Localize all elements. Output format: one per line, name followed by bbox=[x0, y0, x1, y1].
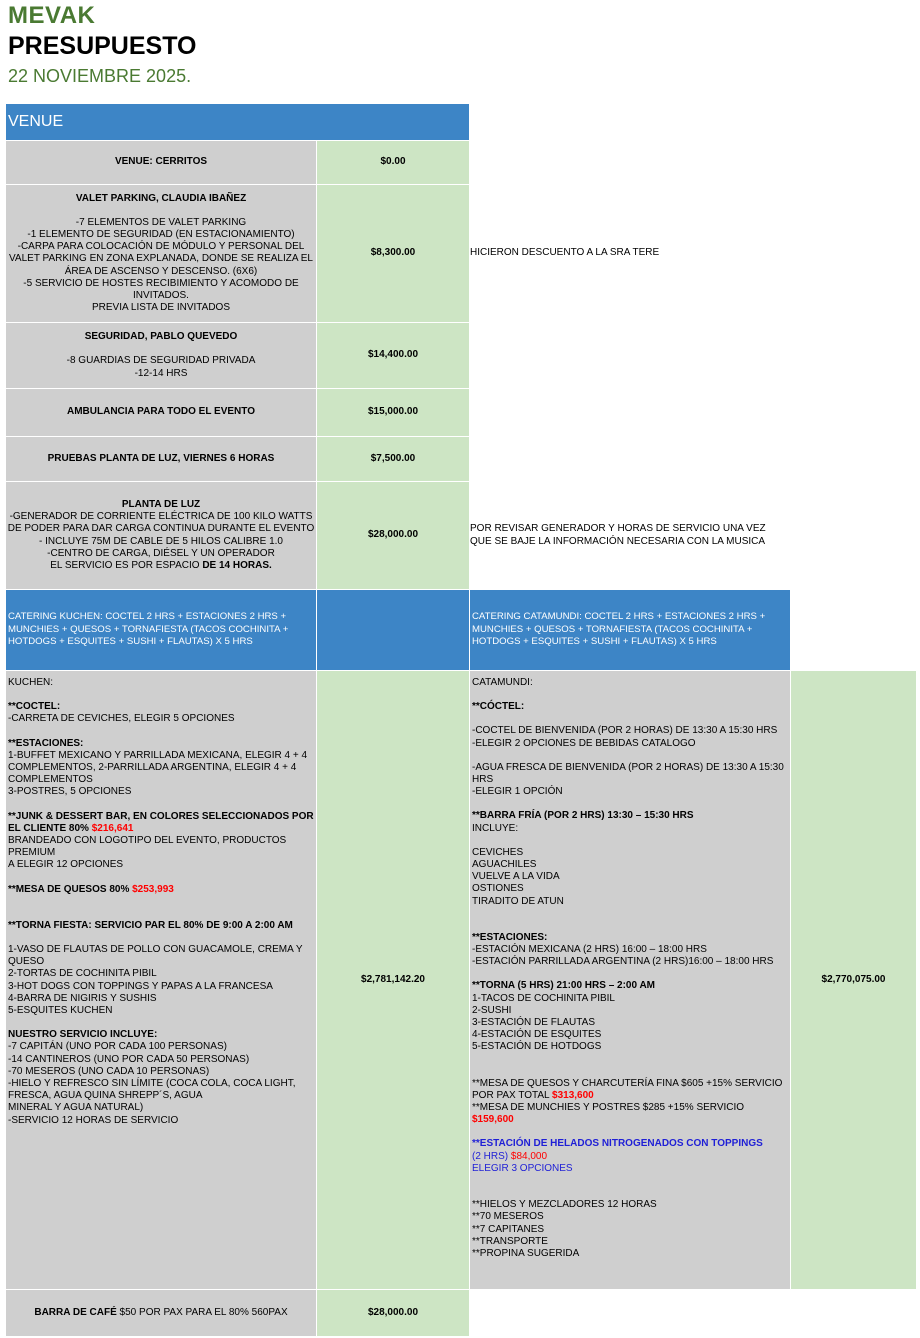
row-detail-line: -CARPA PARA COLOCACIÓN DE MÓDULO Y PERSONAL DEL VALET PARKING EN ZONA EXPLANADA, DONDE SE REALIZA EL ÁREA DE ASCENSO Y DESCENSO. (6X6) bbox=[9, 241, 313, 277]
kuchen-torna-line: 4-BARRA DE NIGIRIS Y SUSHIS bbox=[8, 992, 157, 1004]
catamundi-quesos-price: $313,600 bbox=[552, 1089, 594, 1101]
kuchen-coctel-title: **COCTEL: bbox=[8, 701, 61, 713]
catamundi-extra-item: **70 MESEROS bbox=[472, 1211, 544, 1223]
row-title: AMBULANCIA PARA TODO EL EVENTO bbox=[67, 406, 255, 418]
budget-row-label bbox=[6, 437, 316, 481]
amount-value: $2,770,075.00 bbox=[821, 973, 886, 985]
kuchen-junk-title: **JUNK & DESSERT BAR, EN COLORES SELECCIONADOS POR EL CLIENTE 80% bbox=[8, 810, 314, 834]
catering-catamundi-header bbox=[470, 590, 790, 670]
kuchen-servicio-line: -7 CAPITÁN (UNO POR CADA 100 PERSONAS) bbox=[8, 1041, 227, 1053]
row-title: PRUEBAS PLANTA DE LUZ, VIERNES 6 HORAS bbox=[47, 452, 275, 464]
catamundi-estaciones-line: -ESTACIÓN MEXICANA (2 HRS) 16:00 – 18:00 HRS bbox=[472, 944, 707, 956]
row-detail-line: -5 SERVICIO DE HOSTES RECIBIMIENTO Y ACOMODO DE INVITADOS. bbox=[23, 277, 299, 301]
catamundi-extra-item: **PROPINA SUGERIDA bbox=[472, 1247, 580, 1259]
row-title: VALET PARKING, CLAUDIA IBAÑEZ bbox=[75, 192, 247, 204]
amount-value: $28,000.00 bbox=[367, 1306, 419, 1318]
catamundi-helados-price: $84,000 bbox=[510, 1150, 548, 1162]
kuchen-junk-price: $216,641 bbox=[91, 822, 134, 834]
catamundi-coctel-line: -COCTEL DE BIENVENIDA (POR 2 HORAS) DE 13:30 A 15:30 HRS bbox=[472, 725, 778, 737]
kuchen-intro: KUCHEN: bbox=[8, 677, 54, 688]
catamundi-extra-item: **HIELOS Y MEZCLADORES 12 HORAS bbox=[472, 1199, 657, 1211]
kuchen-servicio-title: NUESTRO SERVICIO INCLUYE: bbox=[8, 1029, 158, 1041]
catamundi-helados-title: **ESTACIÓN DE HELADOS NITROGENADOS CON TOPPINGS bbox=[472, 1138, 763, 1150]
catamundi-helados-hrs: (2 HRS) bbox=[472, 1150, 511, 1162]
catamundi-coctel-line: -ELEGIR 1 OPCIÓN bbox=[472, 786, 563, 798]
catering-kuchen-header bbox=[6, 590, 316, 670]
amount-value: $0.00 bbox=[380, 156, 406, 168]
catamundi-barra-item: TIRADITO DE ATUN bbox=[472, 895, 564, 907]
kuchen-servicio-line: -HIELO Y REFRESCO SIN LÍMITE (COCA COLA, COCA LIGHT, FRESCA, AGUA QUINA SHREPP´S, AGUA bbox=[8, 1078, 296, 1102]
catamundi-torna-line: 5-ESTACIÓN DE HOTDOGS bbox=[472, 1041, 602, 1053]
kuchen-torna-line: 5-ESQUITES KUCHEN bbox=[8, 1005, 113, 1017]
row-detail-line: EL SERVICIO ES POR ESPACIO bbox=[50, 559, 203, 571]
budget-row-label bbox=[6, 482, 316, 589]
row-detail-line: -7 ELEMENTOS DE VALET PARKING bbox=[75, 216, 247, 228]
row-detail-emphasis: DE 14 HORAS. bbox=[202, 559, 272, 571]
catamundi-torna-title: **TORNA (5 HRS) 21:00 HRS – 2:00 AM bbox=[472, 980, 656, 992]
row-detail-line: - INCLUYE 75M DE CABLE DE 5 HILOS CALIBRE 1.0 bbox=[39, 535, 283, 547]
catamundi-extra-item: **TRANSPORTE bbox=[472, 1235, 548, 1247]
kuchen-servicio-line: -14 CANTINEROS (UNO POR CADA 50 PERSONAS) bbox=[8, 1053, 250, 1065]
kuchen-junk-line: A ELEGIR 12 OPCIONES bbox=[8, 859, 124, 871]
budget-row-amount bbox=[317, 389, 469, 436]
amount-value: $14,400.00 bbox=[367, 349, 419, 361]
catamundi-extra-item: **7 CAPITANES bbox=[472, 1223, 545, 1235]
row-detail-line: $50 POR PAX PARA EL 80% 560PAX bbox=[116, 1306, 288, 1318]
row-detail-line: -1 ELEMENTO DE SEGURIDAD (EN ESTACIONAMIENTO) bbox=[27, 228, 295, 240]
page-title: PRESUPUESTO bbox=[8, 32, 197, 60]
row-detail-line: -GENERADOR DE CORRIENTE ELÉCTRICA DE 100 KILO WATTS DE PODER PARA DAR CARGA CONTINUA DURANTE EL EVENTO bbox=[7, 511, 315, 535]
row-detail-line: -12-14 HRS bbox=[134, 367, 188, 379]
catamundi-helados-opciones: ELEGIR 3 OPCIONES bbox=[472, 1162, 573, 1174]
kuchen-estaciones-title: **ESTACIONES: bbox=[8, 737, 84, 749]
note-text: POR REVISAR GENERADOR Y HORAS DE SERVICIO UNA VEZ QUE SE BAJE LA INFORMACIÓN NECESARIA CON LA MUSICA bbox=[470, 523, 766, 547]
amount-value: $8,300.00 bbox=[370, 247, 416, 259]
budget-row-amount bbox=[317, 141, 469, 184]
catamundi-amount bbox=[791, 671, 916, 1289]
row-title: VENUE: CERRITOS bbox=[114, 156, 208, 168]
budget-row-note bbox=[470, 185, 790, 322]
catamundi-torna-line: 2-SUSHI bbox=[472, 1004, 512, 1016]
amount-value: $2,781,142.20 bbox=[361, 973, 425, 985]
catamundi-barra-item: AGUACHILES bbox=[472, 859, 537, 871]
budget-row-label bbox=[6, 323, 316, 388]
kuchen-torna-line: 1-VASO DE FLAUTAS DE POLLO CON GUACAMOLE, CREMA Y QUESO bbox=[8, 944, 303, 968]
budget-row-amount bbox=[317, 437, 469, 481]
budget-row-label bbox=[6, 185, 316, 322]
budget-row-amount bbox=[317, 1290, 469, 1336]
catering-header-text: CATERING KUCHEN: COCTEL 2 HRS + ESTACIONES 2 HRS + MUNCHIES + QUESOS + TORNAFIESTA (TACOS COCHINITA + HOTDOGS + ESQUITES + SUSHI + FLAUTAS) X 5 HRS bbox=[8, 611, 289, 648]
kuchen-coctel-line: -CARRETA DE CEVICHES, ELEGIR 5 OPCIONES bbox=[8, 713, 235, 725]
catamundi-barra-incluye: INCLUYE: bbox=[472, 822, 519, 834]
row-title: BARRA DE CAFÉ bbox=[34, 1306, 117, 1318]
kuchen-servicio-line: MINERAL Y AGUA NATURAL) bbox=[8, 1102, 144, 1114]
catamundi-munchies-text: **MESA DE MUNCHIES Y POSTRES $285 +15% SERVICIO bbox=[472, 1102, 745, 1114]
budget-row-amount bbox=[317, 323, 469, 388]
row-title: SEGURIDAD, PABLO QUEVEDO bbox=[84, 331, 238, 343]
catamundi-coctel-line: -ELEGIR 2 OPCIONES DE BEBIDAS CATALOGO bbox=[472, 737, 696, 749]
amount-value: $28,000.00 bbox=[367, 529, 419, 541]
budget-row-amount bbox=[317, 482, 469, 589]
kuchen-quesos-title: **MESA DE QUESOS 80% bbox=[8, 883, 133, 895]
row-detail-line: PREVIA LISTA DE INVITADOS bbox=[91, 302, 230, 314]
catamundi-torna-line: 1-TACOS DE COCHINITA PIBIL bbox=[472, 992, 615, 1004]
catamundi-estaciones-line: -ESTACIÓN PARRILLADA ARGENTINA (2 HRS)16:00 – 18:00 HRS bbox=[472, 956, 774, 968]
budget-row-label bbox=[6, 141, 316, 184]
catering-header-spacer bbox=[317, 590, 469, 670]
kuchen-quesos-price: $253,993 bbox=[132, 883, 174, 895]
catamundi-barra-item: CEVICHES bbox=[472, 846, 524, 858]
budget-row-note bbox=[470, 482, 790, 589]
catamundi-munchies-price: $159,600 bbox=[472, 1114, 514, 1126]
catamundi-barra-title: **BARRA FRÍA (POR 2 HRS) 13:30 – 15:30 HRS bbox=[472, 810, 694, 822]
kuchen-estaciones-line: 3-POSTRES, 5 OPCIONES bbox=[8, 786, 132, 798]
catamundi-coctel-title: **CÓCTEL: bbox=[472, 701, 525, 713]
catamundi-quesos-text: **MESA DE QUESOS Y CHARCUTERÍA FINA $605 +15% SERVICIO POR PAX TOTAL bbox=[472, 1077, 783, 1101]
kuchen-junk-line: BRANDEADO CON LOGOTIPO DEL EVENTO, PRODUCTOS PREMIUM bbox=[8, 835, 287, 859]
kuchen-servicio-line: -SERVICIO 12 HORAS DE SERVICIO bbox=[8, 1114, 179, 1126]
kuchen-amount bbox=[317, 671, 469, 1289]
catamundi-torna-line: 3-ESTACIÓN DE FLAUTAS bbox=[472, 1017, 595, 1029]
row-detail-line: -8 GUARDIAS DE SEGURIDAD PRIVADA bbox=[66, 355, 256, 367]
venue-section-header bbox=[6, 104, 469, 140]
budget-row-label bbox=[6, 389, 316, 436]
kuchen-torna-line: 2-TORTAS DE COCHINITA PIBIL bbox=[8, 968, 157, 980]
row-detail-line: -CENTRO DE CARGA, DIÉSEL Y UN OPERADOR bbox=[47, 547, 275, 559]
kuchen-servicio-line: -70 MESEROS (UNO CADA 10 PERSONAS) bbox=[8, 1065, 210, 1077]
kuchen-torna-title: **TORNA FIESTA: SERVICIO PAR EL 80% DE 9:00 A 2:00 AM bbox=[8, 919, 293, 931]
catamundi-coctel-line: -AGUA FRESCA DE BIENVENIDA (POR 2 HORAS) DE 13:30 A 15:30 HRS bbox=[472, 761, 784, 786]
amount-value: $7,500.00 bbox=[370, 452, 416, 464]
catamundi-estaciones-title: **ESTACIONES: bbox=[472, 931, 548, 943]
catamundi-barra-item: VUELVE A LA VIDA bbox=[472, 871, 560, 883]
brand-name: MEVAK bbox=[8, 2, 96, 29]
row-title: PLANTA DE LUZ bbox=[121, 498, 201, 510]
catering-header-text: CATERING CATAMUNDI: COCTEL 2 HRS + ESTACIONES 2 HRS + MUNCHIES + QUESOS + TORNAFIESTA (TACOS COCHINITA + HOTDOGS + ESQUITES + SUSHI + FLAUTAS) X 5 HRS bbox=[472, 611, 766, 648]
catamundi-detail bbox=[470, 671, 790, 1289]
catamundi-intro: CATAMUNDI: bbox=[472, 677, 533, 688]
catamundi-barra-item: OSTIONES bbox=[472, 883, 524, 895]
budget-row-amount bbox=[317, 185, 469, 322]
kuchen-torna-line: 3-HOT DOGS CON TOPPINGS Y PAPAS A LA FRANCESA bbox=[8, 980, 273, 992]
document-date: 22 NOVIEMBRE 2025. bbox=[8, 66, 192, 86]
catamundi-torna-line: 4-ESTACIÓN DE ESQUITES bbox=[472, 1029, 602, 1041]
kuchen-estaciones-line: 1-BUFFET MEXICANO Y PARRILLADA MEXICANA, ELEGIR 4 + 4 COMPLEMENTOS, 2-PARRILLADA ARGENTINA, ELEGIR 4 + 4 COMPLEMENTOS bbox=[8, 749, 308, 786]
venue-section-title: VENUE bbox=[8, 112, 64, 130]
kuchen-detail bbox=[6, 671, 316, 1289]
note-text: HICIERON DESCUENTO A LA SRA TERE bbox=[470, 247, 660, 259]
budget-row-label bbox=[6, 1290, 316, 1336]
amount-value: $15,000.00 bbox=[367, 406, 419, 418]
